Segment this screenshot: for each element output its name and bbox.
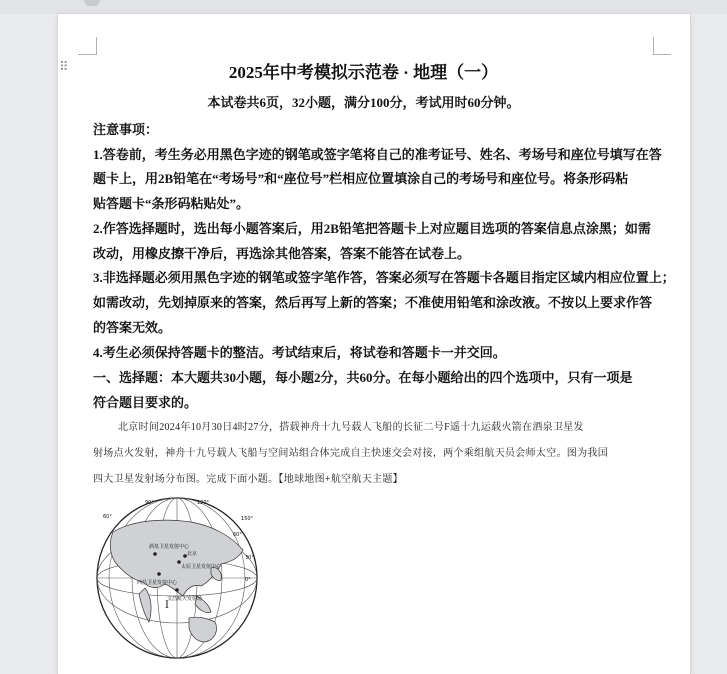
passage-line: 四大卫星发射场分布图。完成下面小题。【地球地图+航空航天主题】 — [93, 474, 403, 485]
passage-line: 北京时间2024年10月30日4时27分，搭载神舟十九号载人飞船的长征二号F遥十九运载火箭在酒泉卫星发 — [118, 422, 584, 433]
drag-handle-icon[interactable]: ⠿ — [59, 60, 70, 75]
margin-corner-top-left — [96, 37, 97, 55]
label-latitude: 60° — [233, 532, 242, 538]
label-xichang: 西昌卫星发射中心 — [137, 580, 178, 586]
label-jiuquan: 酒泉卫星发射中心 — [149, 544, 190, 550]
label-meridian: 60° — [103, 514, 112, 520]
tab-stub[interactable] — [84, 0, 100, 6]
notice-line: 贴答题卡“条形码粘贴处”。 — [93, 196, 250, 211]
label-wenchang: 文昌航天发射场 — [167, 596, 203, 602]
notice-line: 3.非选择题必须用黑色字迹的钢笔或签字笔作答，答案必须写在答题卡各题目指定区域内相应位置上； — [93, 270, 675, 285]
label-equator: 0° — [245, 577, 251, 583]
label-beijing: 北京 — [187, 551, 198, 557]
section-heading: 一、选择题：本大题共30小题，每小题2分，共60分。在每小题给出的四个选项中，只有一项是 — [93, 370, 633, 385]
globe-figure — [93, 492, 263, 663]
notice-line: 4.考生必须保持答题卡的整洁。考试结束后，将试卷和答题卡一并交回。 — [93, 345, 506, 360]
label-latitude: 30° — [245, 555, 254, 561]
document-title: 2025年中考模拟示范卷 · 地理（一） — [228, 63, 499, 82]
section-heading-cont: 符合题目要求的。 — [93, 395, 198, 410]
notice-line: 1.答卷前，考生务必用黑色字迹的钢笔或签字笔将自己的准考证号、姓名、考场号和座位号填写在答 — [93, 147, 662, 162]
document-subtitle: 本试卷共6页，32小题，满分100分，考试用时60分钟。 — [207, 95, 520, 110]
margin-corner-top-right-h — [653, 54, 671, 55]
notice-heading: 注意事项： — [93, 122, 159, 137]
label-roman: Ⅰ — [165, 600, 169, 611]
label-meridian: 120° — [197, 500, 210, 506]
notice-line: 如需改动，先划掉原来的答案，然后再写上新的答案；不准使用铅笔和涂改液。不按以上要求作答 — [93, 295, 653, 310]
globe-map — [93, 492, 263, 663]
margin-corner-top-right — [653, 37, 654, 55]
margin-corner-top-left-h — [78, 54, 96, 55]
notice-line: 2.作答选择题时，选出每小题答案后，用2B铅笔把答题卡上对应题目选项的答案信息点涂黑；如需 — [93, 221, 651, 236]
label-meridian: 150° — [241, 516, 254, 522]
notice-line: 改动，用橡皮擦干净后，再选涂其他答案，答案不能答在试卷上。 — [93, 246, 471, 261]
label-taiyuan: 太原卫星发射中心 — [181, 564, 222, 570]
top-bar — [0, 0, 727, 14]
passage-line: 射场点火发射，神舟十九号载人飞船与空间站组合体完成自主快速交会对接，两个乘组航天员会师太空。图为我国 — [93, 448, 608, 459]
notice-line: 的答案无效。 — [93, 320, 172, 335]
label-meridian: 90° — [145, 500, 154, 506]
notice-line: 题卡上，用2B铅笔在“考场号”和“座位号”栏相应位置填涂自己的考场号和座位号。将条形码粘 — [93, 171, 629, 186]
